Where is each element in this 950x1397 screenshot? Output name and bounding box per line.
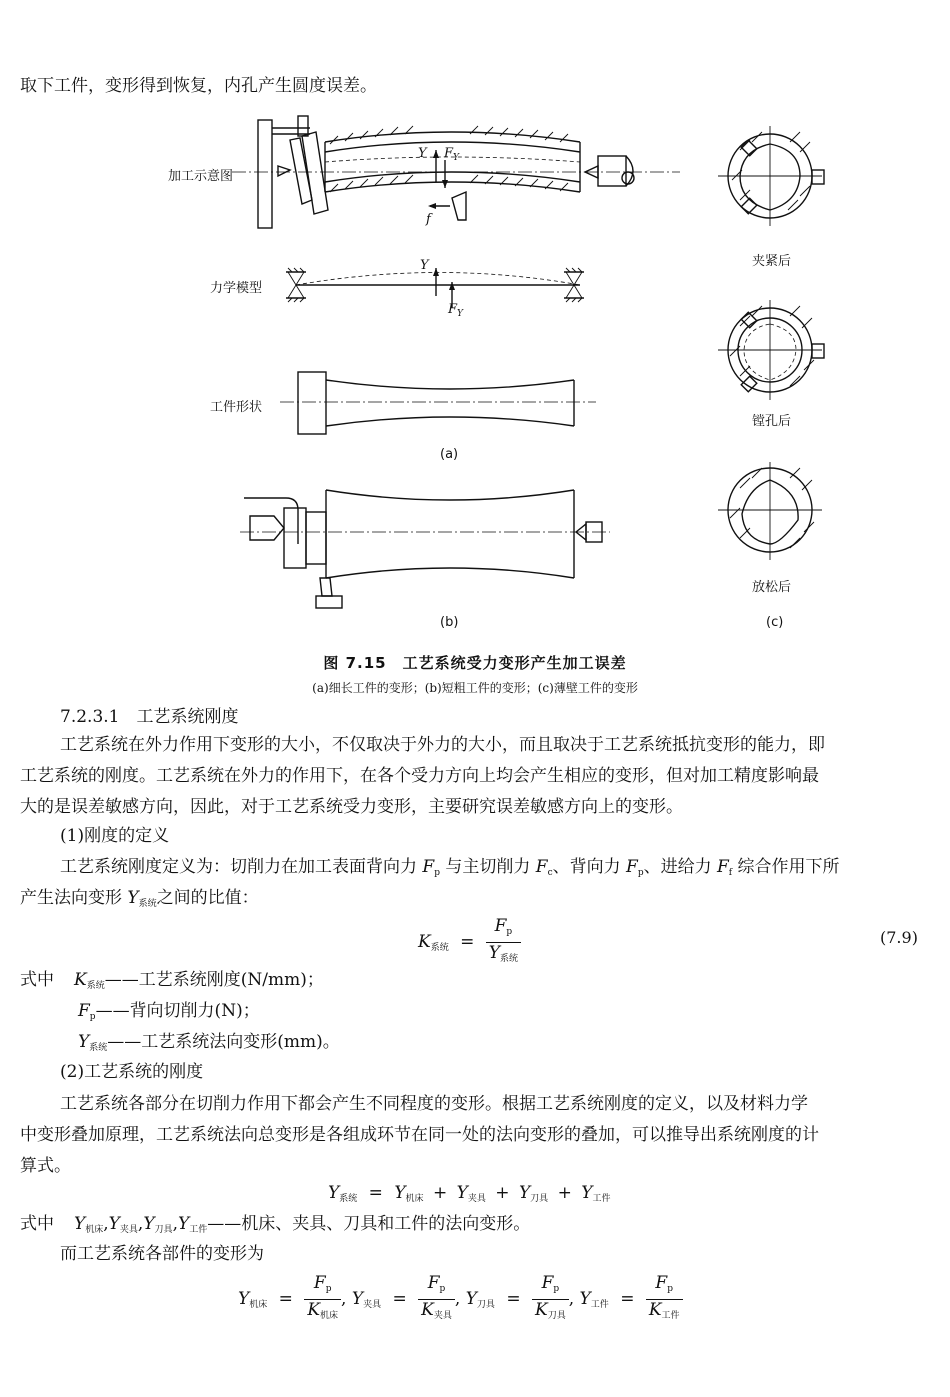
label-machining: 加工示意图	[168, 169, 234, 184]
section-heading: 7.2.3.1 工艺系统刚度	[60, 707, 239, 727]
label-y-model: Y	[420, 258, 429, 273]
figure-caption-title: 图 7.15 工艺系统受力变形产生加工误差	[323, 654, 627, 672]
label-bored: 镗孔后	[752, 414, 792, 429]
label-y-a: Y	[418, 146, 427, 161]
panel-c-label: (c)	[766, 615, 784, 630]
machining-sketch	[232, 116, 680, 228]
ring-bored	[718, 300, 824, 400]
para1-line3: 大的是误差敏感方向，因此，对于工艺系统受力变形，主要研究误差敏感方向上的变形。	[20, 797, 683, 817]
ring-clamped	[718, 126, 824, 226]
subheading-2: (2)工艺系统的刚度	[60, 1062, 204, 1082]
def-line-1: 式中 $K_{系统}——$工艺系统刚度(N/mm)；	[20, 970, 324, 991]
para3-line2: 中变形叠加原理，工艺系统法向总变形是各组成环节在同一处的法向变形的叠加，可以推导出系统刚度的计	[20, 1125, 819, 1145]
para1-line2: 工艺系统的刚度。工艺系统在外力的作用下，在各个受力方向上均会产生相应的变形，但对加工精度影响最	[20, 766, 819, 786]
label-f-feed: f	[426, 212, 431, 227]
para2-line1: 工艺系统刚度定义为：切削力在加工表面背向力 $F_p$ 与主切削力 $F_c$、背向力 $F_p$、进给力 $F_f$ 综合作用下所	[60, 857, 840, 878]
ring-released	[718, 462, 822, 560]
workpiece-shape	[280, 372, 596, 434]
equation-7-9: $K_{系统}$ = $\frac{F_p}{Y_{系统}}$	[418, 916, 521, 969]
def-line-4: 式中 $Y_{机床},Y_{夹具},Y_{刀具},Y_{工件}——$机床、夹具、刀具和工件的法向变形。	[20, 1214, 531, 1235]
figure-drawing	[0, 100, 950, 680]
intro-line: 取下工件，变形得到恢复，内孔产生圆度误差。	[20, 76, 377, 96]
panel-b-label: (b)	[440, 615, 459, 630]
equation-sum: $Y_{系统} = Y_{机床} + Y_{夹具} + Y_{刀具} + Y_{工件}$	[328, 1183, 611, 1204]
equation-components: $Y_{机床}$ = $\frac{F_p}{K_{机床}}$ , $Y_{夹具}$ = $\frac{F_p}{K_{夹具}}$ , $Y_{刀具}$ = $\frac{F_p}{K_{刀具}}$ , $Y_{工件}$ = $\frac{F_p}{K_{工件}}$	[238, 1273, 683, 1326]
label-fy-model: $F_Y$	[448, 302, 463, 319]
para4: 而工艺系统各部件的变形为	[60, 1244, 264, 1264]
label-workpiece: 工件形状	[210, 400, 263, 415]
label-mechanics: 力学模型	[210, 281, 263, 296]
figure-7-15	[0, 100, 950, 680]
short-workpiece	[240, 490, 610, 608]
para2-line2: 产生法向变形 $Y_{系统}$之间的比值：	[20, 888, 259, 909]
def-line-3: $Y_{系统}——$工艺系统法向变形(mm)。	[78, 1032, 340, 1053]
mechanics-model	[286, 268, 584, 308]
para3-line3: 算式。	[20, 1156, 71, 1176]
figure-caption-sub: (a)细长工件的变形；(b)短粗工件的变形；(c)薄壁工件的变形	[312, 681, 638, 695]
para3-line1: 工艺系统各部分在切削力作用下都会产生不同程度的变形。根据工艺系统刚度的定义，以及材料力学	[60, 1094, 808, 1114]
label-released: 放松后	[752, 580, 792, 595]
equation-number: (7.9)	[880, 928, 918, 947]
label-clamped: 夹紧后	[752, 254, 792, 269]
panel-a-label: (a)	[440, 447, 459, 462]
label-fy-a: $F_Y$	[444, 146, 459, 163]
def-line-2: $F_p——$背向切削力(N)；	[78, 1001, 260, 1022]
para1-line1: 工艺系统在外力作用下变形的大小，不仅取决于外力的大小，而且取决于工艺系统抵抗变形的能力，即	[60, 735, 825, 755]
subheading-1: (1)刚度的定义	[60, 826, 170, 846]
